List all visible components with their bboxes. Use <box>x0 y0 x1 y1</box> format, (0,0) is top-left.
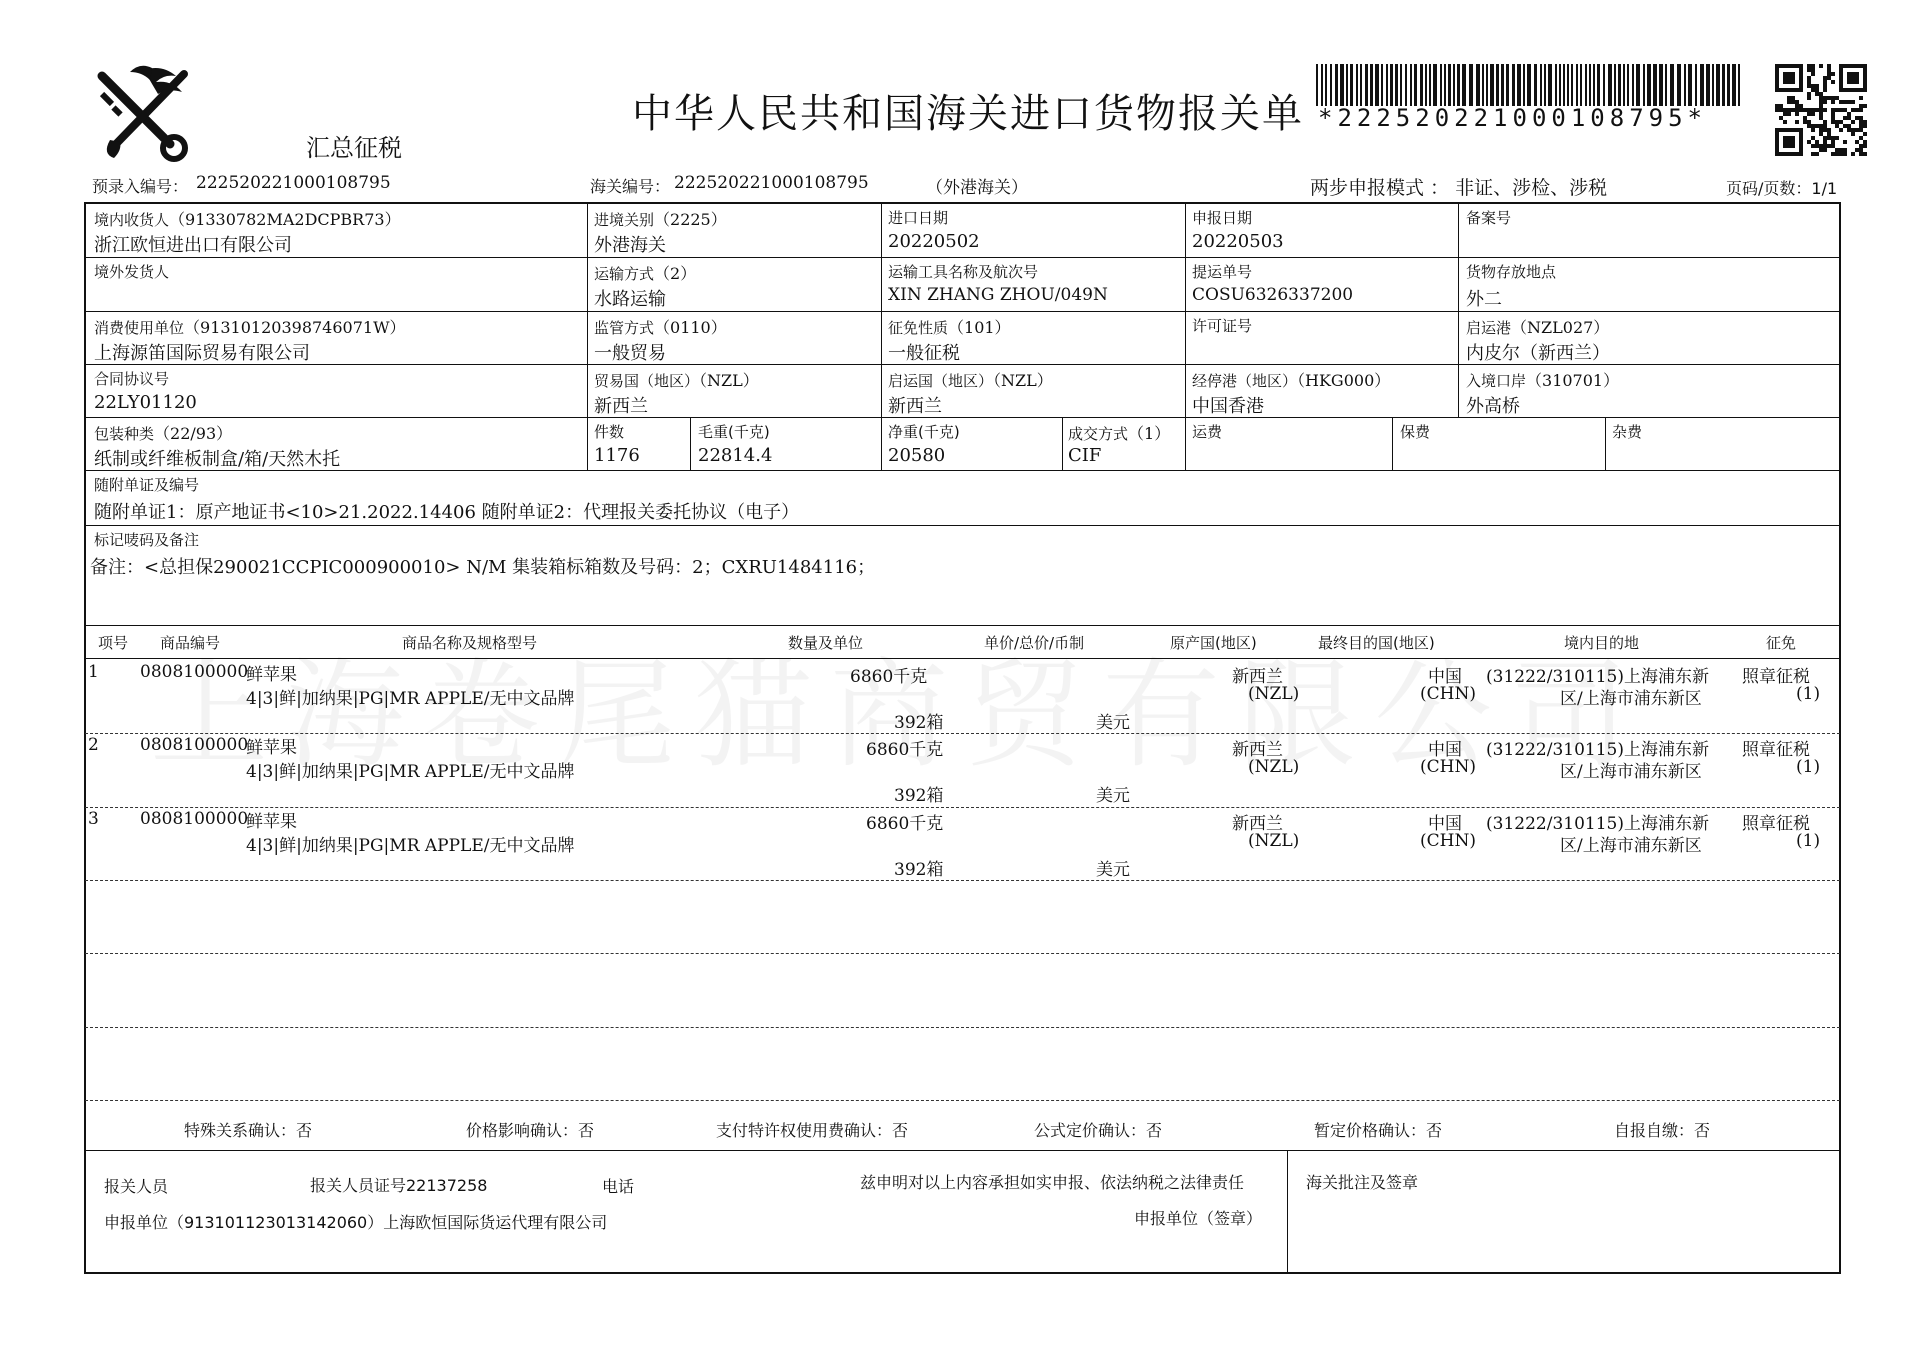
item-origin-code: (NZL) <box>1248 831 1300 851</box>
misc-fee-label: 杂费 <box>1612 423 1643 441</box>
item-qty-weight: 6860千克 <box>866 740 944 760</box>
gross-weight: 22814.4 <box>698 445 773 466</box>
declaration-mode: 两步申报模式 ： 非证、涉检、涉税 <box>1310 177 1608 199</box>
item-dest: 中国 <box>1428 740 1462 760</box>
departure-port-label: 启运港（NZL027） <box>1466 318 1610 337</box>
item-qty-boxes: 392箱 <box>894 786 944 806</box>
item-currency: 美元 <box>1096 713 1130 733</box>
pre-entry-no: 222520221000108795 <box>196 173 391 193</box>
gross-weight-label: 毛重(千克) <box>698 423 770 441</box>
trade-country: 新西兰 <box>594 396 648 417</box>
barcode-text: *222520221000108795* <box>1318 104 1707 132</box>
shipper-label: 境外发货人 <box>94 263 170 281</box>
item-code: 0808100000 <box>140 735 249 755</box>
declaring-unit: 申报单位（913101123013142060）上海欧恒国际货运代理有限公司 <box>104 1213 608 1232</box>
item-no: 3 <box>88 809 99 829</box>
item-levy-code: (1) <box>1796 757 1821 777</box>
docs-label: 随附单证及编号 <box>94 476 200 494</box>
col-origin: 原产国(地区) <box>1170 634 1257 652</box>
document-title: 中华人民共和国海关进口货物报关单 <box>632 91 1304 137</box>
item-origin-code: (NZL) <box>1248 757 1300 777</box>
customs-no: 222520221000108795 <box>674 173 869 193</box>
consignee-name: 浙江欧恒进出口有限公司 <box>94 235 292 256</box>
pieces-label: 件数 <box>594 423 625 441</box>
net-weight-label: 净重(千克) <box>888 423 960 441</box>
document-subtitle: 汇总征税 <box>306 134 402 162</box>
item-dest-code: (CHN) <box>1420 757 1476 777</box>
col-dest: 最终目的国(地区) <box>1318 634 1435 652</box>
item-domestic: (31222/310115)上海浦东新 <box>1486 667 1709 687</box>
bl-label: 提运单号 <box>1192 263 1253 281</box>
net-weight: 20580 <box>888 445 946 466</box>
pieces: 1176 <box>594 445 640 466</box>
entry-port-label: 入境口岸（310701） <box>1466 371 1620 390</box>
item-levy: 照章征税 <box>1742 740 1810 760</box>
deal-mode: CIF <box>1068 445 1102 466</box>
confirm-price-impact: 价格影响确认：否 <box>466 1121 595 1140</box>
origin-country: 新西兰 <box>888 396 942 417</box>
package-type: 纸制或纤维板制盒/箱/天然木托 <box>94 449 341 470</box>
contract-no: 22LY01120 <box>94 392 197 413</box>
item-origin-code: (NZL) <box>1248 684 1300 704</box>
col-code: 商品编号 <box>160 634 221 652</box>
supervision-mode: 一般贸易 <box>594 343 666 364</box>
col-no: 项号 <box>98 634 129 652</box>
item-qty-boxes: 392箱 <box>894 860 944 880</box>
page-number: 页码/页数：1/1 <box>1726 179 1838 198</box>
levy-nature-label: 征免性质（101） <box>888 318 1011 337</box>
departure-port: 内皮尔（新西兰） <box>1466 343 1610 364</box>
item-no: 1 <box>88 662 99 682</box>
trade-country-label: 贸易国（地区）（NZL） <box>594 371 759 390</box>
entry-port-office-label: 进境关别（2225） <box>594 210 727 229</box>
item-dest: 中国 <box>1428 667 1462 687</box>
marks-label: 标记唛码及备注 <box>94 531 200 549</box>
customs-approval-label: 海关批注及签章 <box>1306 1173 1419 1192</box>
contract-label: 合同协议号 <box>94 370 170 388</box>
marks-value: 备注：<总担保290021CCPIC000900010> N/M 集装箱标箱数及号码：2；CXRU1484116； <box>90 557 876 578</box>
declaration-statement: 兹申明对以上内容承担如实申报、依法纳税之法律责任 <box>860 1173 1245 1192</box>
item-domestic-2: 区/上海市浦东新区 <box>1560 689 1702 709</box>
item-origin: 新西兰 <box>1232 814 1283 834</box>
item-code: 0808100000 <box>140 809 249 829</box>
item-levy: 照章征税 <box>1742 814 1810 834</box>
col-qty: 数量及单位 <box>788 634 864 652</box>
freight-label: 运费 <box>1192 423 1223 441</box>
item-name: 鲜苹果 <box>246 665 297 685</box>
item-levy-code: (1) <box>1796 684 1821 704</box>
confirm-provisional-price: 暂定价格确认：否 <box>1314 1121 1443 1140</box>
storage-location: 外二 <box>1466 289 1502 310</box>
col-price: 单价/总价/币制 <box>984 634 1085 652</box>
item-qty-weight: 6860千克 <box>850 667 928 687</box>
consignee-label: 境内收货人（91330782MA2DCPBR73） <box>94 210 401 229</box>
vessel-label: 运输工具名称及航次号 <box>888 263 1039 281</box>
entry-port-office: 外港海关 <box>594 235 666 256</box>
item-qty-boxes: 392箱 <box>894 713 944 733</box>
item-domestic-2: 区/上海市浦东新区 <box>1560 836 1702 856</box>
item-dest-code: (CHN) <box>1420 684 1476 704</box>
item-origin: 新西兰 <box>1232 667 1283 687</box>
item-name: 鲜苹果 <box>246 812 297 832</box>
item-spec: 4|3|鲜|加纳果|PG|MR APPLE/无中文品牌 <box>246 689 575 709</box>
item-dest: 中国 <box>1428 814 1462 834</box>
item-spec: 4|3|鲜|加纳果|PG|MR APPLE/无中文品牌 <box>246 836 575 856</box>
storage-label: 货物存放地点 <box>1466 263 1557 281</box>
bl-number: COSU6326337200 <box>1192 285 1354 305</box>
item-name: 鲜苹果 <box>246 738 297 758</box>
item-origin: 新西兰 <box>1232 740 1283 760</box>
supervision-label: 监管方式（0110） <box>594 318 727 337</box>
package-label: 包装种类（22/93） <box>94 424 233 443</box>
insurance-label: 保费 <box>1400 423 1431 441</box>
pre-entry-label: 预录入编号： <box>92 177 189 196</box>
deal-mode-label: 成交方式（1） <box>1068 424 1171 443</box>
item-code: 0808100000 <box>140 662 249 682</box>
origin-country-label: 启运国（地区）（NZL） <box>888 371 1053 390</box>
customs-emblem-icon <box>92 62 202 162</box>
entry-port: 外高桥 <box>1466 396 1520 417</box>
import-date-label: 进口日期 <box>888 209 949 227</box>
consumer-name: 上海源笛国际贸易有限公司 <box>94 343 310 364</box>
item-qty-weight: 6860千克 <box>866 814 944 834</box>
declaring-unit-seal: 申报单位（签章） <box>1134 1209 1263 1228</box>
record-no-label: 备案号 <box>1466 209 1512 227</box>
customs-name: （外港海关） <box>926 178 1028 198</box>
transport-label: 运输方式（2） <box>594 264 697 283</box>
levy-nature: 一般征税 <box>888 343 960 364</box>
confirm-formula-pricing: 公式定价确认：否 <box>1034 1121 1163 1140</box>
item-currency: 美元 <box>1096 786 1130 806</box>
vessel-voyage: XIN ZHANG ZHOU/049N <box>888 285 1108 305</box>
item-spec: 4|3|鲜|加纳果|PG|MR APPLE/无中文品牌 <box>246 762 575 782</box>
col-name: 商品名称及规格型号 <box>402 634 538 652</box>
confirm-royalty: 支付特许权使用费确认：否 <box>716 1121 909 1140</box>
barcode <box>1316 64 1742 106</box>
confirm-special-relation: 特殊关系确认：否 <box>184 1121 313 1140</box>
docs-value: 随附单证1：原产地证书<10>21.2022.14406 随附单证2：代理报关委托协议（电子） <box>94 502 800 523</box>
license-label: 许可证号 <box>1192 317 1253 335</box>
col-domestic: 境内目的地 <box>1564 634 1640 652</box>
declarant-label: 报关人员 <box>104 1177 169 1196</box>
transit-port-label: 经停港（地区）（HKG000） <box>1192 371 1391 390</box>
customs-no-label: 海关编号： <box>590 177 671 196</box>
import-date: 20220502 <box>888 231 980 252</box>
item-currency: 美元 <box>1096 860 1130 880</box>
col-levy: 征免 <box>1766 634 1797 652</box>
item-levy: 照章征税 <box>1742 667 1810 687</box>
declare-date-label: 申报日期 <box>1192 209 1253 227</box>
item-domestic: (31222/310115)上海浦东新 <box>1486 740 1709 760</box>
item-domestic: (31222/310115)上海浦东新 <box>1486 814 1709 834</box>
declarant-cert: 报关人员证号22137258 <box>310 1176 488 1195</box>
phone-label: 电话 <box>602 1177 635 1196</box>
item-dest-code: (CHN) <box>1420 831 1476 851</box>
item-domestic-2: 区/上海市浦东新区 <box>1560 762 1702 782</box>
qr-code-icon <box>1775 64 1867 156</box>
item-levy-code: (1) <box>1796 831 1821 851</box>
item-no: 2 <box>88 735 99 755</box>
consumer-label: 消费使用单位（91310120398746071W） <box>94 318 406 337</box>
confirm-self-payment: 自报自缴：否 <box>1614 1121 1711 1140</box>
transit-port: 中国香港 <box>1192 396 1264 417</box>
declare-date: 20220503 <box>1192 231 1284 252</box>
transport-mode: 水路运输 <box>594 289 666 310</box>
